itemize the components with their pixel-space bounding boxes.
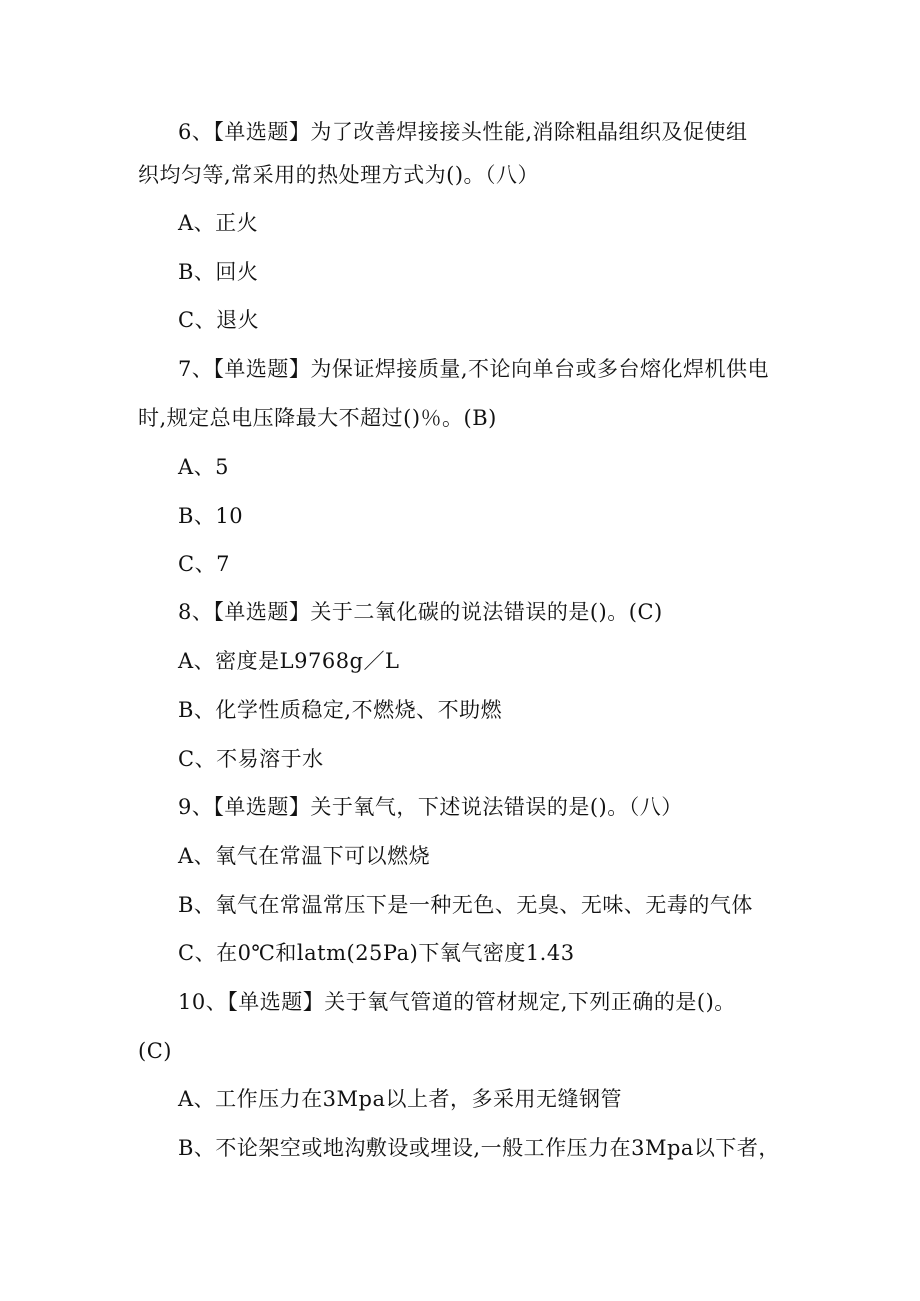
- question-8-option-b: B、化学性质稳定,不燃烧、不助燃: [178, 698, 503, 722]
- question-9-option-a: A、氧气在常温下可以燃烧: [178, 844, 431, 868]
- question-7-option-b: B、10: [178, 504, 244, 528]
- question-6-text-line-1: 6、【单选题】为了改善焊接接头性能,消除粗晶组织及促使组: [178, 120, 748, 144]
- question-6-option-b: B、回火: [178, 260, 259, 284]
- question-6-text-line-2: 织均匀等,常采用的热处理方式为()。（八）: [138, 163, 540, 187]
- question-8-option-c: C、不易溶于水: [178, 747, 324, 771]
- question-7-option-c: C、7: [178, 552, 230, 576]
- question-10-option-b: B、不论架空或地沟敷设或埋设,一般工作压力在3Mpa以下者，: [178, 1136, 780, 1160]
- question-9-option-b: B、氧气在常温常压下是一种无色、无臭、无味、无毒的气体: [178, 893, 753, 917]
- question-8-text-line-1: 8、【单选题】关于二氧化碳的说法错误的是()。(C): [178, 600, 663, 624]
- question-8-option-a: A、密度是L9768g／L: [178, 649, 400, 673]
- question-9-option-c: C、在0℃和latm(25Pa)下氧气密度1.43: [178, 941, 575, 965]
- question-6-option-a: A、正火: [178, 211, 259, 235]
- question-6-option-c: C、退火: [178, 308, 260, 332]
- question-10-text-line-1: 10、【单选题】关于氧气管道的管材规定,下列正确的是()。: [178, 990, 736, 1014]
- question-7-text-line-2: 时,规定总电压降最大不超过()％。(B): [138, 406, 497, 430]
- question-7-text-line-1: 7、【单选题】为保证焊接质量,不论向单台或多台熔化焊机供电: [178, 357, 770, 381]
- question-10-option-a: A、工作压力在3Mpa以上者，多采用无缝钢管: [178, 1087, 622, 1111]
- question-10-text-line-2: (C): [138, 1039, 172, 1063]
- question-7-option-a: A、5: [178, 455, 230, 479]
- question-9-text-line-1: 9、【单选题】关于氧气，下述说法错误的是()。（八）: [178, 795, 683, 819]
